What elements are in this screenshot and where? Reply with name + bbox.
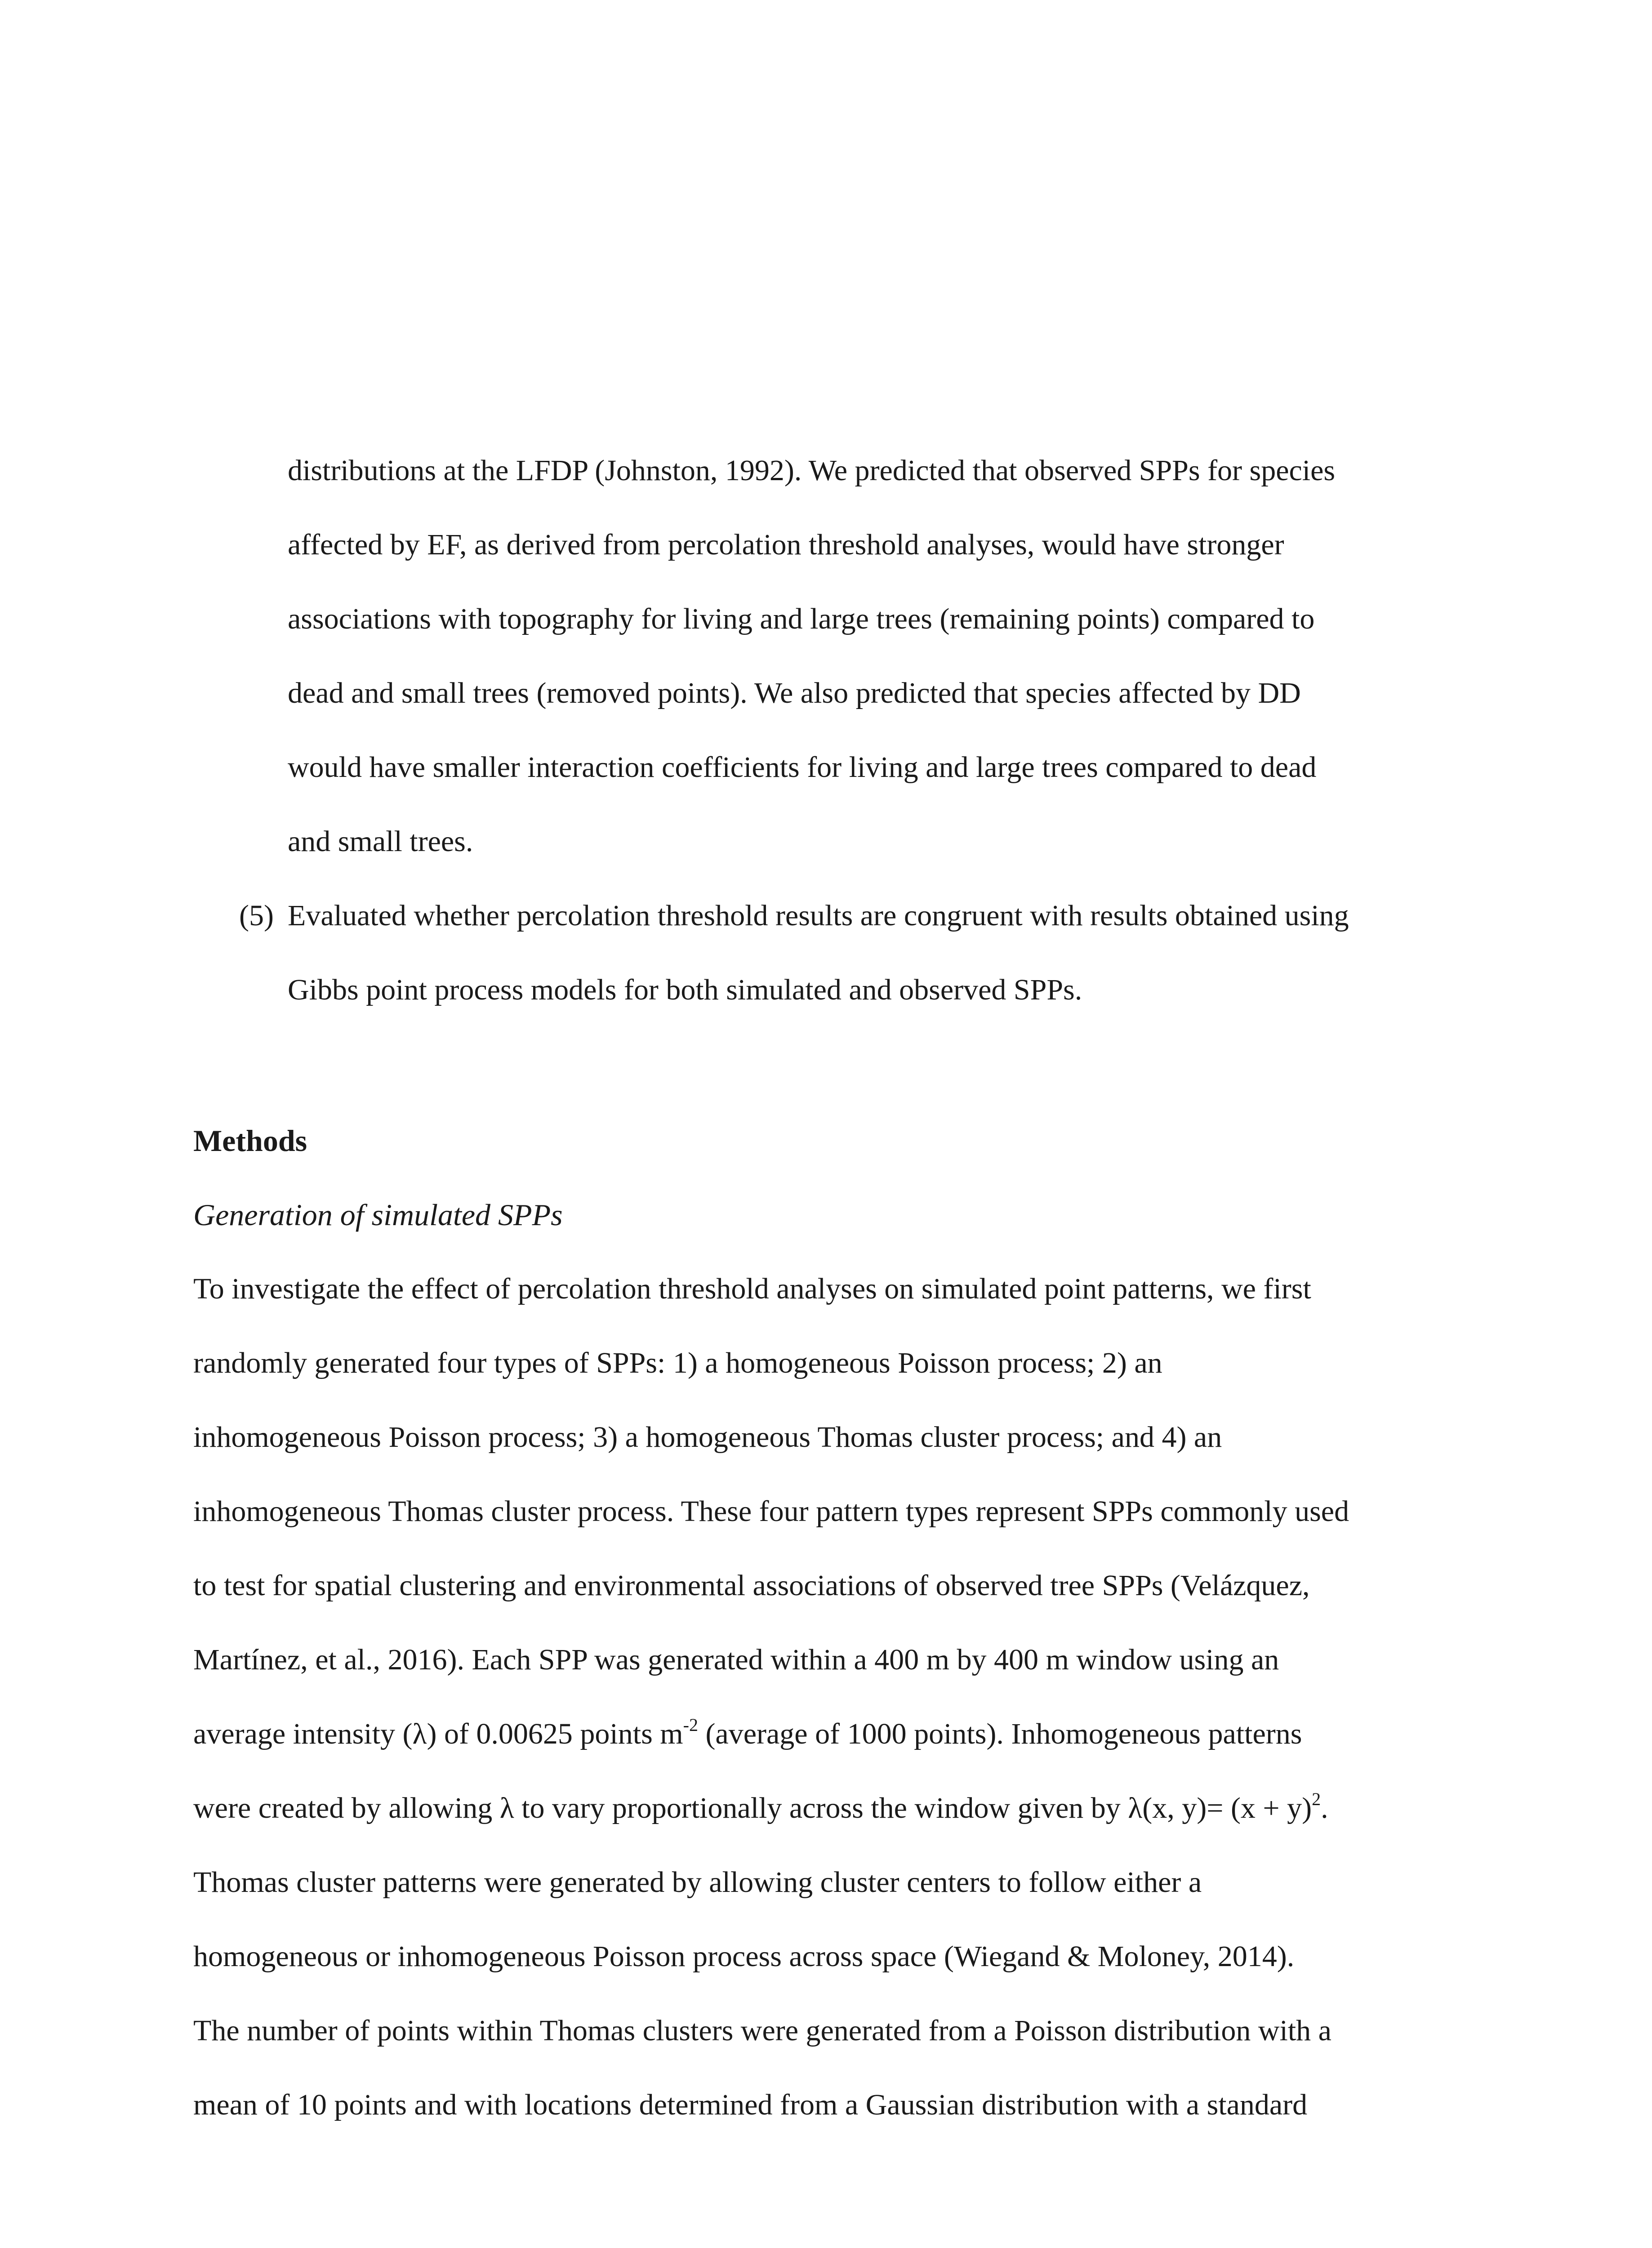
text-run: average intensity (λ) of 0.00625 points m [193,1717,683,1750]
body-line: would have smaller interaction coefficients for living and large trees compared to dead [288,751,1317,784]
superscript: 2 [1312,1789,1321,1809]
text-run: (average of 1000 points). Inhomogeneous patterns [698,1717,1302,1750]
section-heading: Methods [193,1124,307,1158]
body-line: inhomogeneous Thomas cluster process. These four pattern types represent SPPs commonly used [193,1495,1349,1528]
body-line: homogeneous or inhomogeneous Poisson process across space (Wiegand & Moloney, 2014). [193,1940,1295,1973]
body-line: associations with topography for living and large trees (remaining points) compared to [288,602,1315,635]
body-line: to test for spatial clustering and environmental associations of observed tree SPPs (Velázquez, [193,1569,1310,1602]
list-item-number: (5) [239,899,274,932]
body-line: affected by EF, as derived from percolation threshold analyses, would have stronger [288,528,1284,561]
body-line: Martínez, et al., 2016). Each SPP was generated within a 400 m by 400 m window using an [193,1643,1279,1676]
body-line-lambda [193,1790,1328,1826]
superscript: -2 [683,1715,698,1735]
text-run: were created by allowing λ to vary proportionally across the window given by λ(x, y)= (x + y) [193,1792,1312,1824]
body-line: randomly generated four types of SPPs: 1) a homogeneous Poisson process; 2) an [193,1347,1162,1379]
body-line-intensity [193,1716,1302,1752]
text-run: . [1321,1792,1328,1824]
list-item-line: Gibbs point process models for both simulated and observed SPPs. [288,973,1082,1006]
body-line: inhomogeneous Poisson process; 3) a homogeneous Thomas cluster process; and 4) an [193,1421,1222,1454]
body-line: dead and small trees (removed points). We also predicted that species affected by DD [288,677,1301,709]
body-line: distributions at the LFDP (Johnston, 1992). We predicted that observed SPPs for species [288,454,1336,487]
body-line: To investigate the effect of percolation threshold analyses on simulated point patterns, we first [193,1272,1311,1305]
body-line: Thomas cluster patterns were generated by allowing cluster centers to follow either a [193,1866,1202,1899]
body-line: The number of points within Thomas clusters were generated from a Poisson distribution with a [193,2014,1331,2047]
body-line: and small trees. [288,825,473,858]
list-item-line: Evaluated whether percolation threshold results are congruent with results obtained using [288,899,1349,932]
subsection-heading: Generation of simulated SPPs [193,1198,563,1232]
body-line: mean of 10 points and with locations determined from a Gaussian distribution with a standard [193,2088,1308,2121]
